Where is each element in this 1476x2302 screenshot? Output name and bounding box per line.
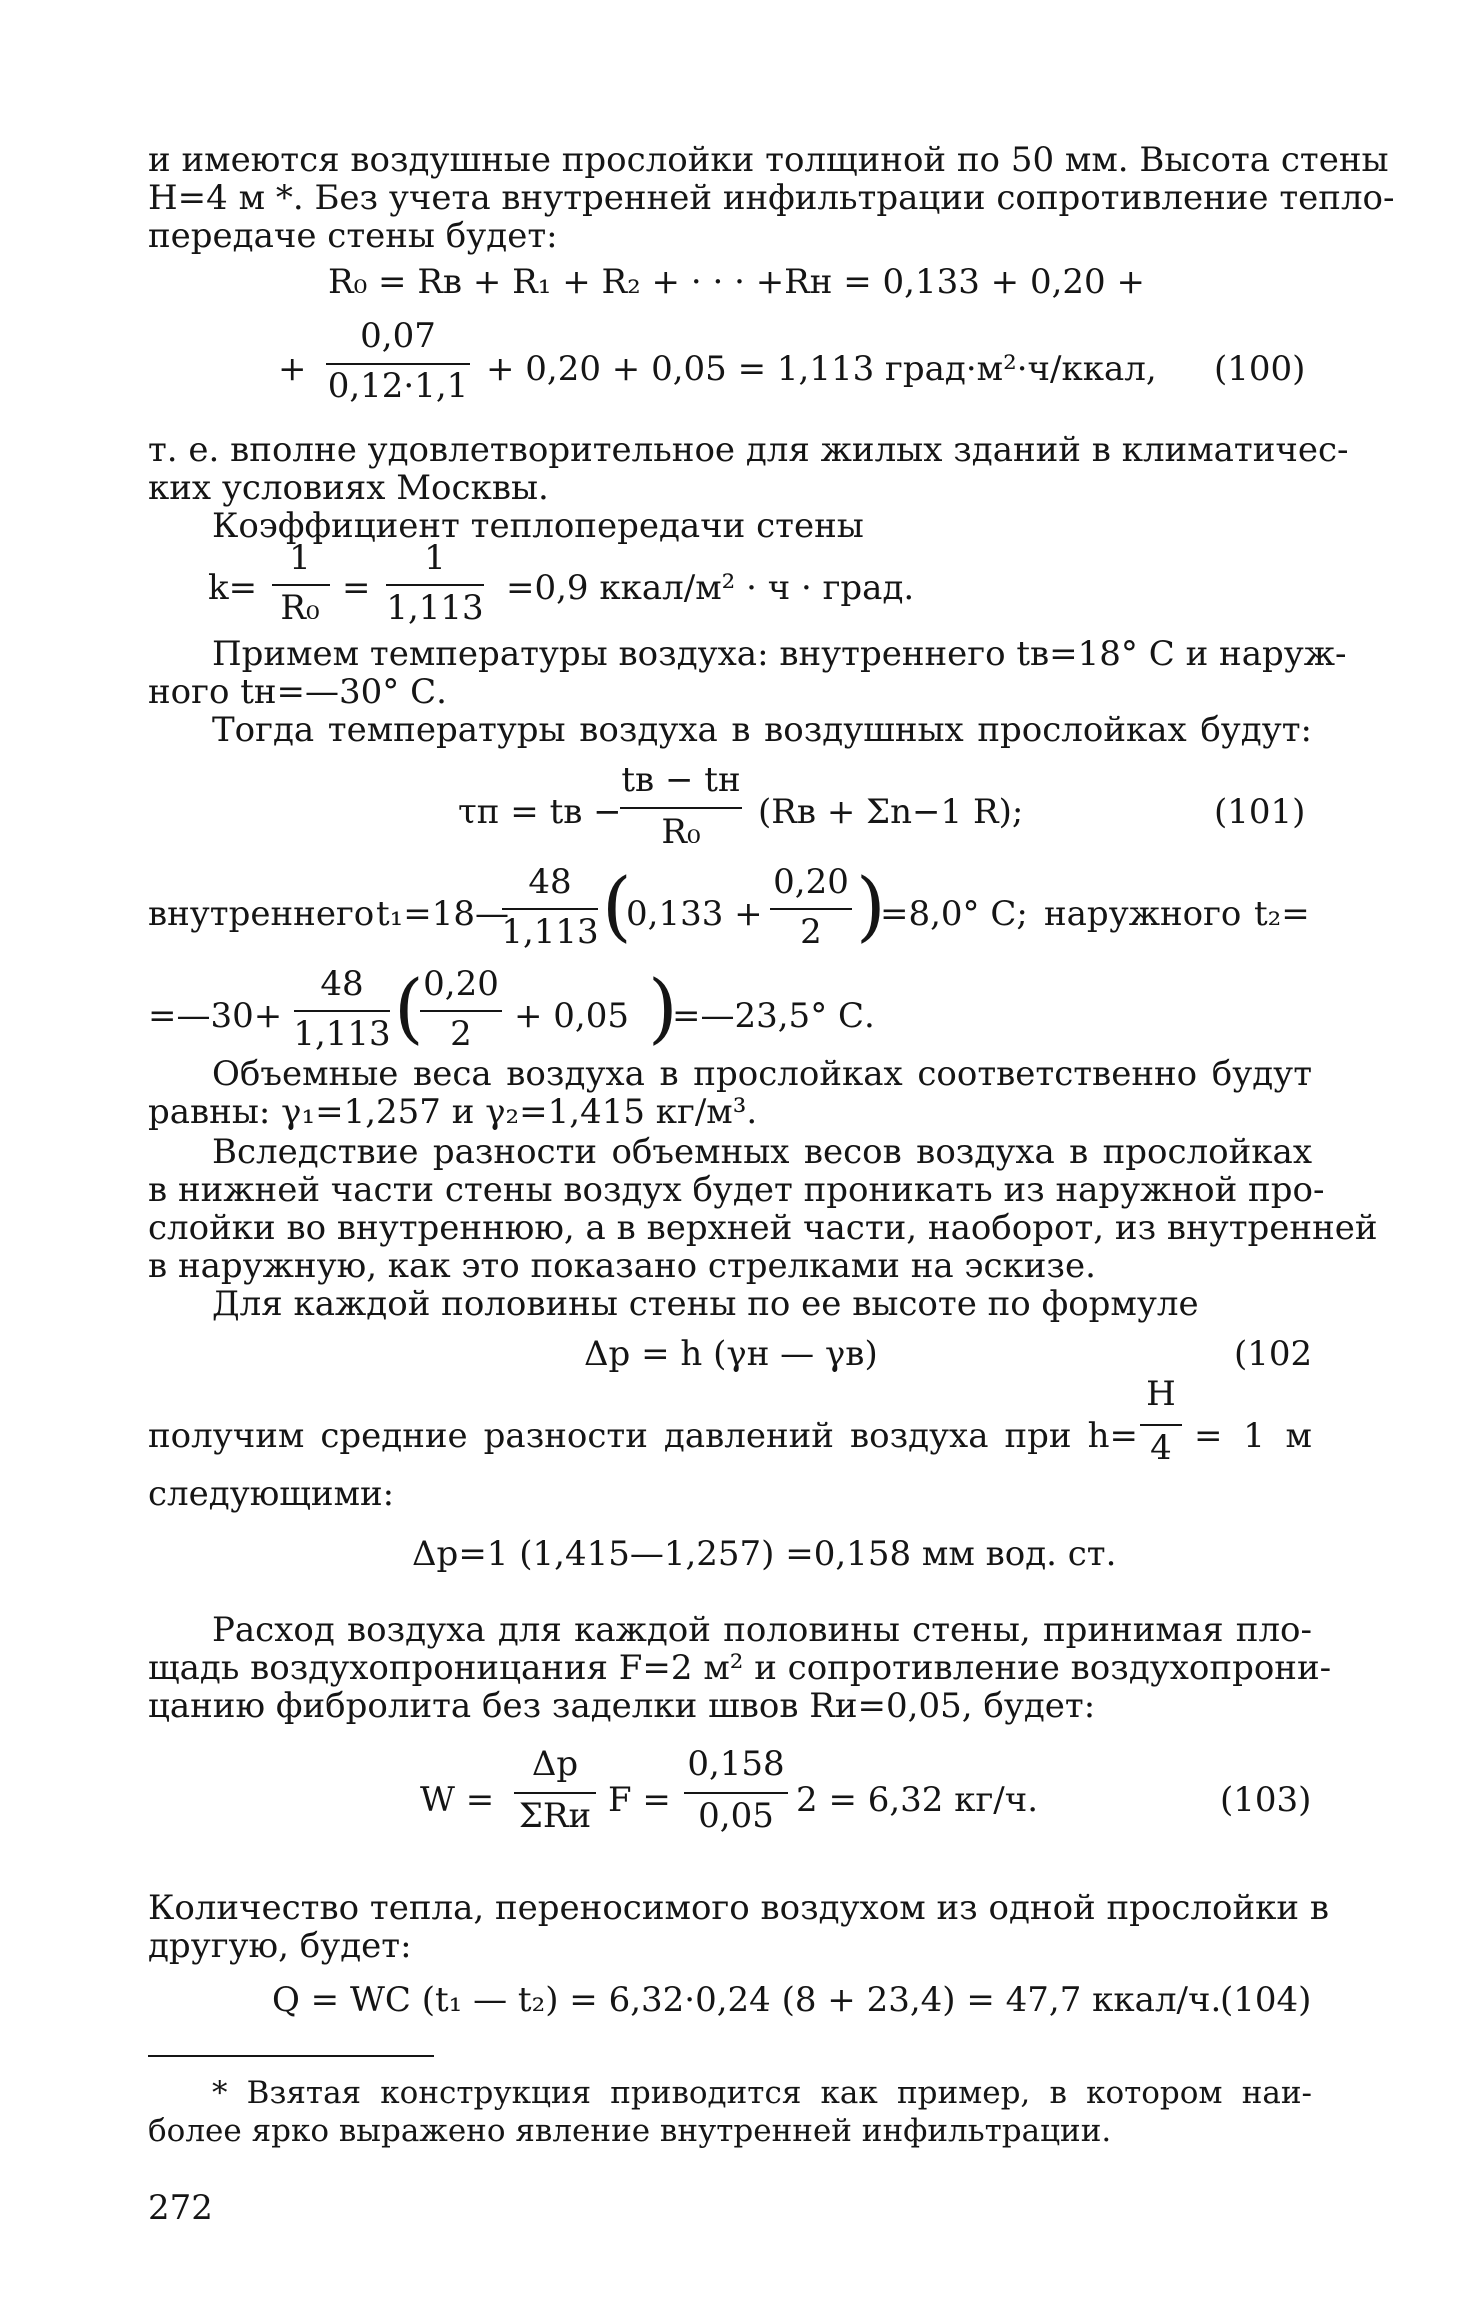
equation-104: Q = WC (t₁ — t₂) = 6,32·0,24 (8 + 23,4) = 47,7 ккал/ч. bbox=[272, 1980, 1222, 2020]
k-rest: =0,9 ккал/м² · ч · град. bbox=[506, 568, 915, 608]
dp-calculation: Δp=1 (1,415—1,257) =0,158 мм вод. ст. bbox=[412, 1534, 1117, 1574]
paren-left: ( bbox=[602, 861, 632, 950]
t2b-lhs: =—30+ bbox=[148, 996, 283, 1036]
fraction-denominator: R₀ bbox=[280, 588, 320, 628]
text-line: ного tн=—30° С. bbox=[148, 672, 447, 712]
text-line: H=4 м *. Без учета внутренней инфильтрации сопротивление тепло- bbox=[148, 178, 1395, 218]
fraction-denominator: R₀ bbox=[661, 812, 701, 852]
text-line: равны: γ₁=1,257 и γ₂=1,415 кг/м³. bbox=[148, 1092, 758, 1132]
text-line: в нижней части стены воздух будет проникать из наружной про- bbox=[148, 1170, 1325, 1210]
paren-left: ( bbox=[394, 963, 424, 1052]
text-line: цанию фибролита без заделки швов Rи=0,05, будет: bbox=[148, 1686, 1096, 1726]
t1-lhs: t₁=18— bbox=[376, 894, 510, 934]
footnote-line: более ярко выражено явление внутренней инфильтрации. bbox=[148, 2113, 1112, 2149]
text-line: и имеются воздушные прослойки толщиной по 50 мм. Высота стены bbox=[148, 140, 1389, 180]
fraction-denominator: 1,113 bbox=[293, 1014, 391, 1054]
fraction-bar bbox=[684, 1792, 788, 1794]
fraction-bar bbox=[386, 584, 484, 586]
fraction-numerator: 0,20 bbox=[423, 964, 499, 1004]
text-line: т. е. вполне удовлетворительное для жилых зданий в климатичес- bbox=[148, 430, 1349, 470]
fraction-bar bbox=[770, 908, 852, 910]
fraction-numerator: 48 bbox=[320, 964, 364, 1004]
fraction-numerator: 1 bbox=[289, 538, 311, 578]
text-line: получим средние разности давлений воздуха при h= bbox=[148, 1416, 1138, 1456]
t1-inner: 0,133 + bbox=[626, 894, 763, 934]
text-line: = 1 м bbox=[1194, 1416, 1312, 1456]
equation-103-rest: 2 = 6,32 кг/ч. bbox=[796, 1780, 1039, 1820]
footnote-line: * Взятая конструкция приводится как пример, в котором наи- bbox=[212, 2075, 1312, 2111]
fraction-bar bbox=[514, 1792, 596, 1794]
k-equals: = bbox=[342, 568, 371, 608]
fraction-bar bbox=[502, 908, 598, 910]
fraction-numerator: 48 bbox=[528, 862, 572, 902]
paren-right: ) bbox=[648, 963, 678, 1052]
fraction-bar bbox=[1140, 1424, 1182, 1426]
text-line: Коэффициент теплопередачи стены bbox=[212, 506, 864, 546]
equation-101-lhs: τп = tв − bbox=[458, 792, 622, 832]
page-number: 272 bbox=[148, 2188, 213, 2228]
fraction-numerator: 0,158 bbox=[687, 1744, 785, 1784]
footnote-rule bbox=[148, 2055, 434, 2057]
paren-right: ) bbox=[856, 861, 886, 950]
t1-rest: =8,0° С; bbox=[880, 894, 1028, 934]
text-line: в наружную, как это показано стрелками на эскизе. bbox=[148, 1246, 1096, 1286]
t2-label: наружного bbox=[1044, 894, 1242, 934]
equation-number: (104) bbox=[1220, 1980, 1312, 2020]
equation-number: (102 bbox=[1234, 1334, 1313, 1374]
text-line: слойки во внутреннюю, а в верхней части, наоборот, из внутренней bbox=[148, 1208, 1378, 1248]
equation-102: Δp = h (γн — γв) bbox=[584, 1334, 878, 1374]
equation-103-mid: F = bbox=[608, 1780, 671, 1820]
fraction-numerator: 1 bbox=[424, 538, 446, 578]
fraction-bar bbox=[620, 807, 742, 809]
k-lhs: k= bbox=[208, 568, 258, 608]
text-line: Объемные веса воздуха в прослойках соответственно будут bbox=[212, 1054, 1312, 1094]
t2b-inner: + 0,05 bbox=[514, 996, 629, 1036]
t2-lhs: t₂= bbox=[1254, 894, 1310, 934]
equation-number: (103) bbox=[1220, 1780, 1312, 1820]
text-line: ких условиях Москвы. bbox=[148, 468, 549, 508]
fraction-bar bbox=[326, 363, 470, 365]
fraction-denominator: 0,05 bbox=[698, 1796, 774, 1836]
text-line: Для каждой половины стены по ее высоте по формуле bbox=[212, 1284, 1199, 1324]
fraction-bar bbox=[272, 584, 330, 586]
equation-100-line1: R₀ = Rв + R₁ + R₂ + · · · +Rн = 0,133 + 0,20 + bbox=[328, 262, 1145, 302]
equation-100-plus: + bbox=[278, 349, 307, 389]
text-line: Вследствие разности объемных весов воздуха в прослойках bbox=[212, 1132, 1312, 1172]
text-line: щадь воздухопроницания F=2 м² и сопротивление воздухопрони- bbox=[148, 1648, 1332, 1688]
t2b-rest: =—23,5° С. bbox=[672, 996, 875, 1036]
text-line: Количество тепла, переносимого воздухом из одной прослойки в bbox=[148, 1888, 1330, 1928]
equation-number: (100) bbox=[1214, 349, 1306, 389]
equation-103-lhs: W = bbox=[420, 1780, 495, 1820]
fraction-denominator: ΣRи bbox=[518, 1796, 592, 1836]
fraction-numerator: tв − tн bbox=[621, 760, 741, 800]
fraction-denominator: 1,113 bbox=[501, 912, 599, 952]
fraction-numerator: 0,20 bbox=[773, 862, 849, 902]
fraction-denominator: 4 bbox=[1150, 1428, 1172, 1468]
equation-number: (101) bbox=[1214, 792, 1306, 832]
fraction-numerator: 0,07 bbox=[360, 316, 436, 356]
text-line: Тогда температуры воздуха в воздушных прослойках будут: bbox=[212, 710, 1312, 750]
equation-100-rest: + 0,20 + 0,05 = 1,113 град·м²·ч/ккал, bbox=[486, 349, 1157, 389]
text-line: другую, будет: bbox=[148, 1926, 412, 1966]
text-line: следующими: bbox=[148, 1474, 395, 1514]
text-line: Расход воздуха для каждой половины стены, принимая пло- bbox=[212, 1610, 1312, 1650]
text-line: передаче стены будет: bbox=[148, 216, 558, 256]
fraction-denominator: 2 bbox=[450, 1014, 472, 1054]
text-line: Примем температуры воздуха: внутреннего tв=18° С и наруж- bbox=[212, 634, 1347, 674]
fraction-numerator: Δp bbox=[531, 1744, 579, 1784]
fraction-bar bbox=[420, 1010, 502, 1012]
fraction-denominator: 0,12·1,1 bbox=[327, 366, 469, 406]
fraction-denominator: 2 bbox=[800, 912, 822, 952]
equation-101-rest: (Rв + Σn−1 R); bbox=[758, 792, 1024, 832]
t1-label: внутреннего bbox=[148, 894, 375, 934]
fraction-denominator: 1,113 bbox=[386, 588, 484, 628]
fraction-bar bbox=[294, 1010, 390, 1012]
fraction-numerator: H bbox=[1146, 1374, 1176, 1414]
